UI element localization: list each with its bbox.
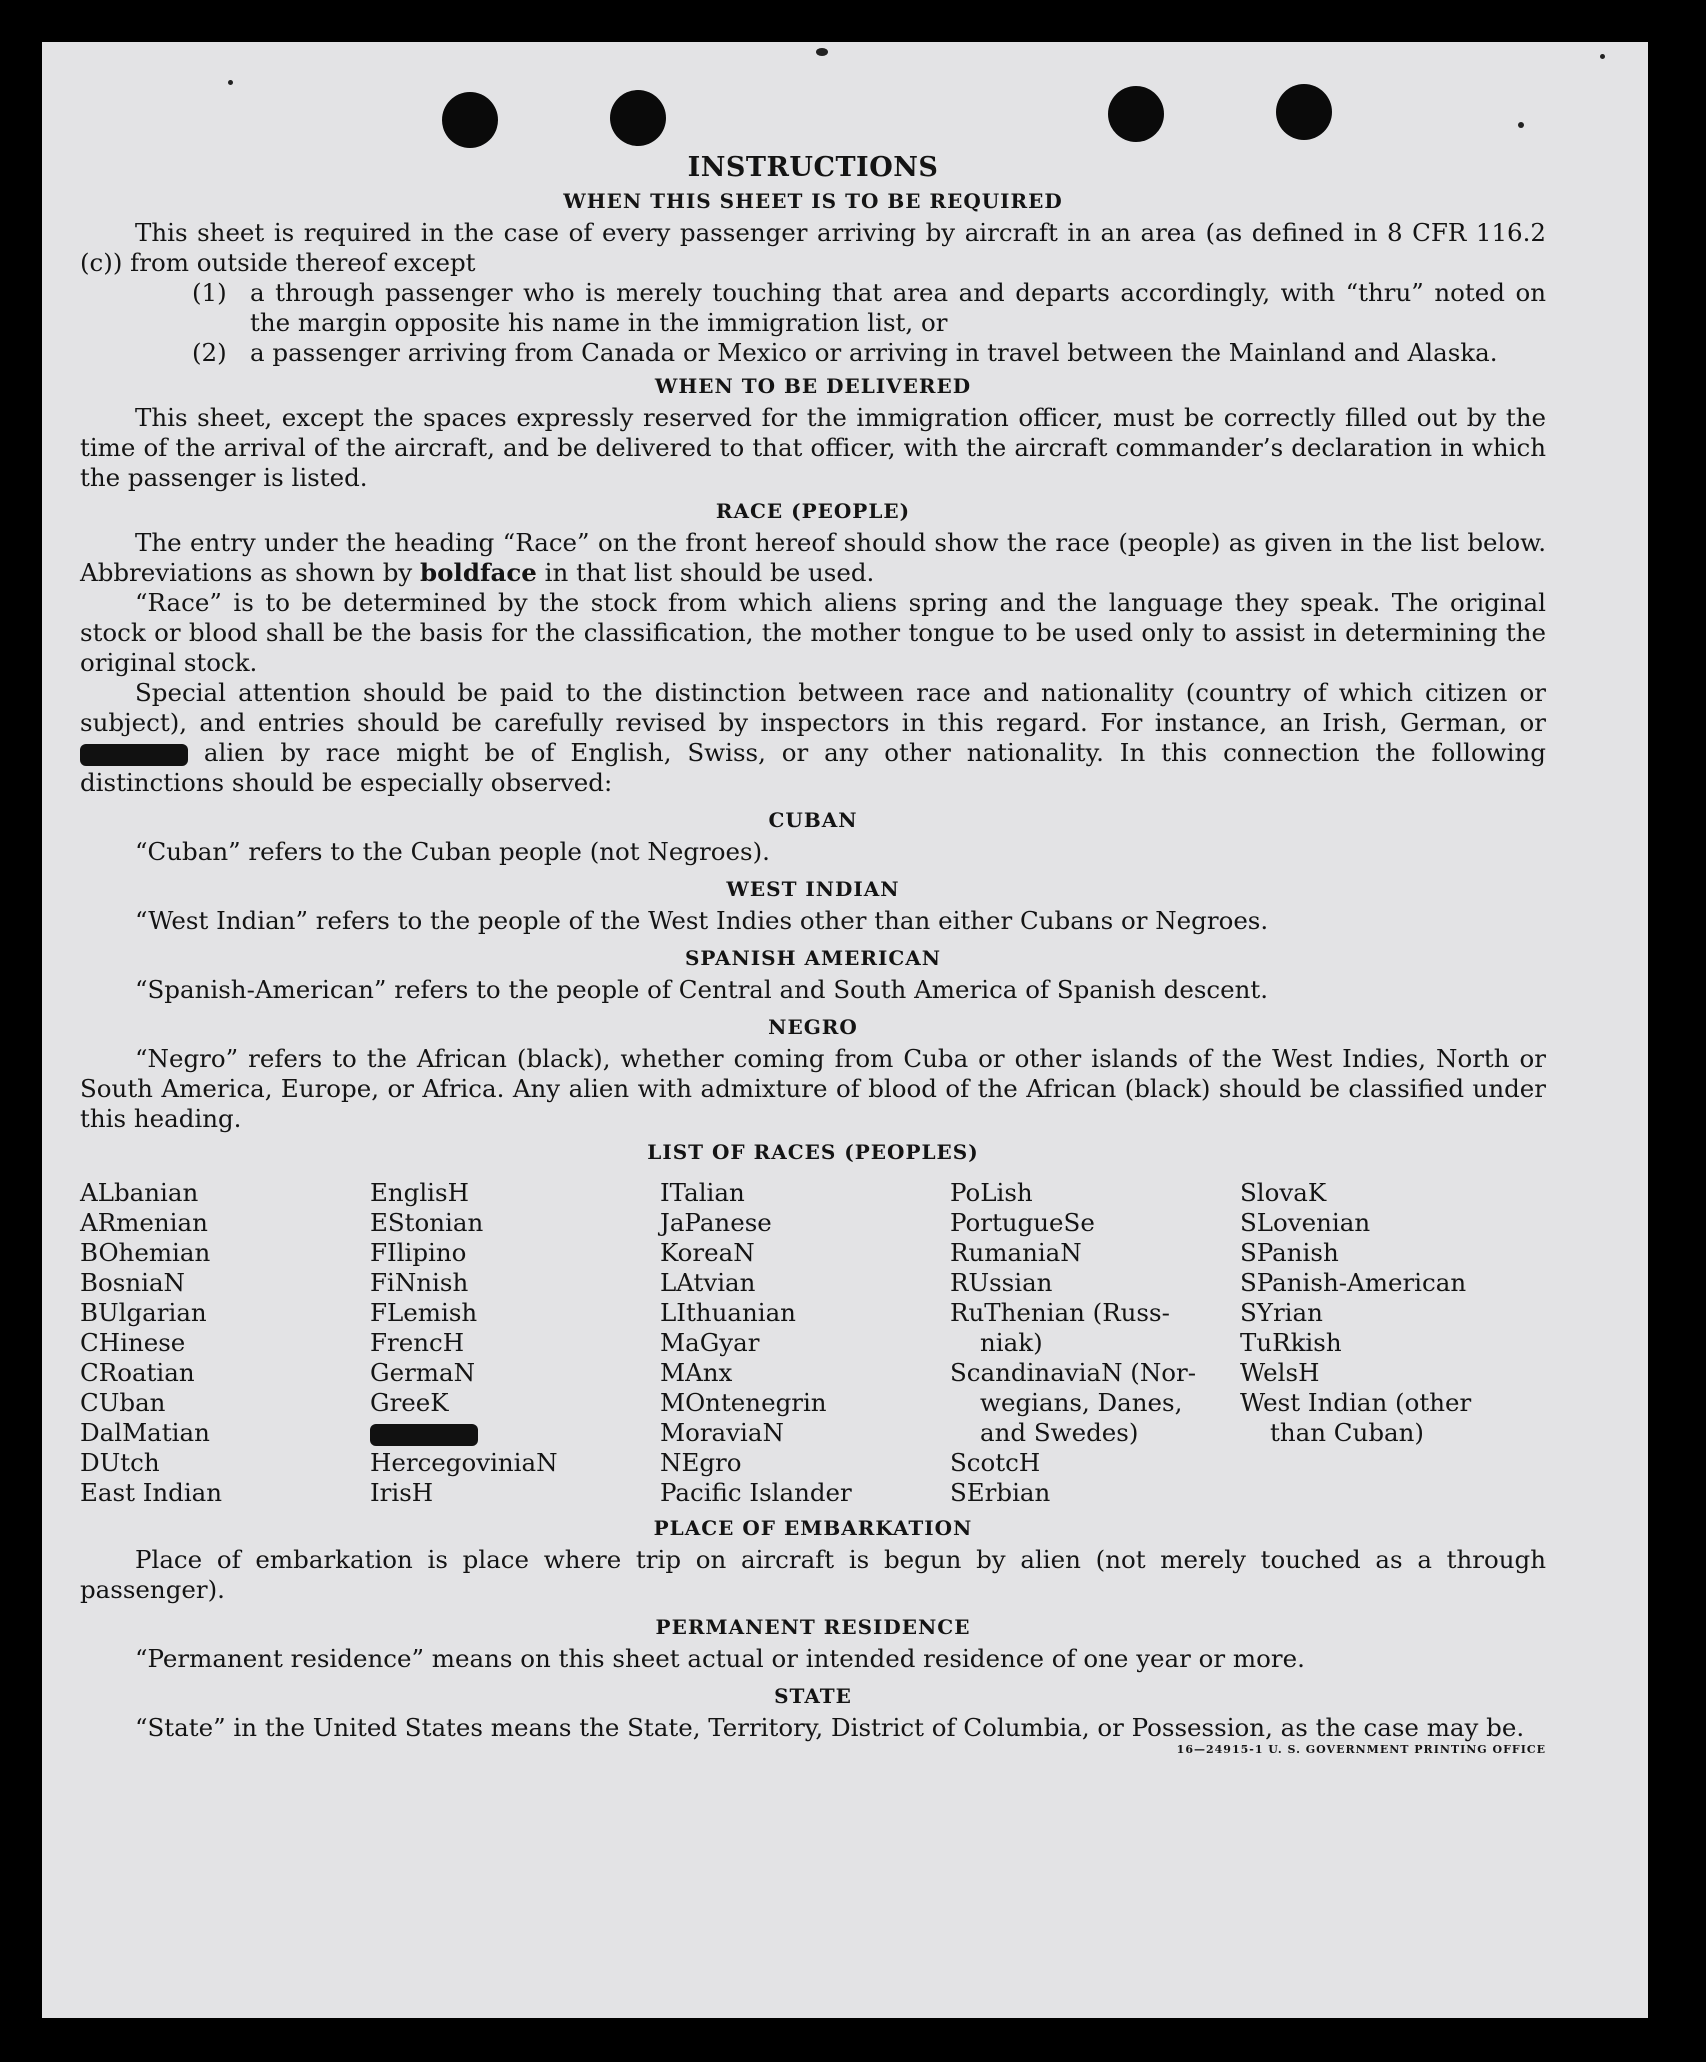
race-entry: HercegoviniaN <box>370 1448 558 1477</box>
race-entry: MOntenegrin <box>660 1388 827 1417</box>
footer <box>80 1743 1546 1760</box>
punch-hole-1 <box>442 92 498 148</box>
race-entry: RumaniaN <box>950 1238 1082 1267</box>
residence-text: “Permanent residence” means on this sheet actual or intended residence of one year or more. <box>135 1644 1305 1673</box>
exception-item-2 <box>80 338 1546 368</box>
race-column-4 <box>950 1178 1240 1508</box>
race-entry: CRoatian <box>80 1358 195 1387</box>
redacted-entry <box>370 1424 478 1446</box>
race-entry: RUssian <box>950 1268 1053 1297</box>
race-entry: ScandinaviaN (Nor- <box>950 1358 1197 1387</box>
state-text: “State” in the United States means the State, Territory, District of Columbia, or Possession, as the case may be. <box>135 1713 1525 1742</box>
race-entry: IrisH <box>370 1478 434 1507</box>
west-indian-text: “West Indian” refers to the people of the West Indies other than either Cubans or Negroes. <box>135 906 1269 935</box>
spanish-american-heading: SPANISH AMERICAN <box>684 946 942 970</box>
race-entry: ARmenian <box>80 1208 208 1237</box>
race-entry: ITalian <box>660 1178 745 1207</box>
dust-speck <box>1518 122 1524 128</box>
race-entry: FLemish <box>370 1298 478 1327</box>
page-title: INSTRUCTIONS <box>687 152 939 183</box>
race-column-2 <box>370 1178 660 1508</box>
exception-item-1 <box>80 278 1546 338</box>
dust-speck <box>816 48 828 56</box>
race-entry: MoraviaN <box>660 1418 784 1447</box>
race-entry-continued: niak) <box>980 1328 1043 1357</box>
exception-text: a passenger arriving from Canada or Mexico or arriving in travel between the Mainland and Alaska. <box>250 338 1498 367</box>
punch-hole-4 <box>1276 84 1332 140</box>
residence-heading: PERMANENT RESIDENCE <box>655 1615 971 1639</box>
negro-text: “Negro” refers to the African (black), whether coming from Cuba or other islands of the West Indies, North or South America, Europe, or Africa. Any alien with admixture of blood of the African (black) should be classified under this heading. <box>80 1044 1546 1133</box>
race-entry: PortugueSe <box>950 1208 1095 1237</box>
spanish-american-section <box>80 946 1546 1005</box>
race-entry: SYrian <box>1240 1298 1323 1327</box>
embarkation-text: Place of embarkation is place where trip on aircraft is begun by alien (not merely touched as a through passenger). <box>80 1545 1546 1604</box>
race-entry: MAnx <box>660 1358 733 1387</box>
race-entry: ALbanian <box>80 1178 199 1207</box>
race-entry: PoLish <box>950 1178 1033 1207</box>
state-section <box>80 1684 1546 1760</box>
race-entry: FrencH <box>370 1328 465 1357</box>
race-entry: East Indian <box>80 1478 223 1507</box>
exception-text: a through passenger who is merely touching that area and departs accordingly, with “thru” noted on the margin opposite his name in the immigration list, or <box>250 278 1546 337</box>
printing-office-line: 16—24915-1 U. S. GOVERNMENT PRINTING OFFICE <box>1176 1743 1546 1756</box>
race-p3-start: Special attention should be paid to the distinction between race and nationality (country of which citizen or subject), and entries should be carefully revised by inspectors in this regard. For instance, an Irish, German, or <box>80 678 1546 737</box>
embarkation-heading: PLACE OF EMBARKATION <box>653 1516 973 1540</box>
race-entry: BUlgarian <box>80 1298 207 1327</box>
race-paragraph-1 <box>80 528 1546 588</box>
spanish-american-text: “Spanish-American” refers to the people of Central and South America of Spanish descent. <box>135 975 1269 1004</box>
west-indian-section <box>80 877 1546 936</box>
punch-hole-2 <box>610 90 666 146</box>
race-p3-end: alien by race might be of English, Swiss, or any other nationality. In this connection the following distinctions should be especially observed: <box>80 738 1546 797</box>
race-entry: KoreaN <box>660 1238 755 1267</box>
race-entry: DalMatian <box>80 1418 210 1447</box>
race-section <box>80 499 1546 798</box>
dust-speck <box>228 80 233 85</box>
race-entry: JaPanese <box>660 1208 772 1237</box>
race-entry: EStonian <box>370 1208 484 1237</box>
race-entry: FIlipino <box>370 1238 467 1267</box>
instructions-content <box>80 152 1546 1760</box>
race-entry: WelsH <box>1240 1358 1320 1387</box>
race-entry: CUban <box>80 1388 166 1417</box>
race-entry: BosniaN <box>80 1268 185 1297</box>
race-paragraph-2: “Race” is to be determined by the stock from which aliens spring and the language they speak. The original stock or blood shall be the basis for the classification, the mother tongue to be used only to assist in determining the original stock. <box>80 588 1546 677</box>
race-entry-continued: wegians, Danes, <box>980 1388 1183 1417</box>
exception-number: (1) <box>192 278 227 307</box>
race-entry: SPanish-American <box>1240 1268 1467 1297</box>
race-column-5 <box>1240 1178 1530 1508</box>
dust-speck <box>1600 54 1605 59</box>
race-entry: BOhemian <box>80 1238 211 1267</box>
race-entry: SErbian <box>950 1478 1051 1507</box>
race-entry: CHinese <box>80 1328 186 1357</box>
race-column-1 <box>80 1178 370 1508</box>
when-required-intro: This sheet is required in the case of every passenger arriving by aircraft in an area (as defined in 8 CFR 116.2 (c)) from outside thereof except <box>80 218 1546 277</box>
race-entry-redacted <box>370 1418 660 1448</box>
negro-section <box>80 1015 1546 1134</box>
race-entry: Pacific Islander <box>660 1478 852 1507</box>
negro-heading: NEGRO <box>768 1015 858 1039</box>
race-entry: LAtvian <box>660 1268 756 1297</box>
race-heading: RACE (PEOPLE) <box>715 499 911 523</box>
document-sheet <box>42 42 1648 2018</box>
when-required-heading: WHEN THIS SHEET IS TO BE REQUIRED <box>563 189 1063 213</box>
when-delivered-section <box>80 374 1546 493</box>
embarkation-section <box>80 1516 1546 1605</box>
race-entry: NEgro <box>660 1448 742 1477</box>
when-delivered-text: This sheet, except the spaces expressly reserved for the immigration officer, must be correctly filled out by the time of the arrival of the aircraft, and be delivered to that officer, with the aircraft commander’s declaration in which the passenger is listed. <box>80 403 1546 492</box>
race-entry-continued: than Cuban) <box>1270 1418 1424 1447</box>
race-list <box>80 1178 1546 1508</box>
race-entry: FiNnish <box>370 1268 469 1297</box>
race-entry: GreeK <box>370 1388 449 1417</box>
race-entry: LIthuanian <box>660 1298 796 1327</box>
race-entry: SlovaK <box>1240 1178 1327 1207</box>
punch-hole-3 <box>1108 86 1164 142</box>
state-heading: STATE <box>774 1684 852 1708</box>
when-delivered-heading: WHEN TO BE DELIVERED <box>654 374 972 398</box>
cuban-heading: CUBAN <box>768 808 858 832</box>
residence-section <box>80 1615 1546 1674</box>
race-p1-end: in that list should be used. <box>536 558 875 587</box>
race-entry-continued: and Swedes) <box>980 1418 1139 1447</box>
race-entry: GermaN <box>370 1358 476 1387</box>
race-entry: TuRkish <box>1240 1328 1342 1357</box>
when-required-section <box>80 189 1546 368</box>
race-entry: SPanish <box>1240 1238 1339 1267</box>
cuban-section <box>80 808 1546 867</box>
race-entry: DUtch <box>80 1448 160 1477</box>
race-entry: SLovenian <box>1240 1208 1371 1237</box>
west-indian-heading: WEST INDIAN <box>726 877 900 901</box>
race-entry: MaGyar <box>660 1328 760 1357</box>
race-paragraph-3 <box>80 678 1546 798</box>
cuban-text: “Cuban” refers to the Cuban people (not Negroes). <box>135 837 770 866</box>
race-entry: EnglisH <box>370 1178 469 1207</box>
race-p1-start: The entry under the heading “Race” on the front hereof should show the race (people) as given in the list below. Abbreviations as shown by <box>80 528 1546 587</box>
exception-number: (2) <box>192 338 227 367</box>
race-entry: RuThenian (Russ- <box>950 1298 1170 1327</box>
race-list-heading: LIST OF RACES (PEOPLES) <box>647 1140 979 1164</box>
race-entry: ScotcH <box>950 1448 1041 1477</box>
race-entry: West Indian (other <box>1240 1388 1472 1417</box>
boldface-word: boldface <box>420 558 537 587</box>
redacted-word <box>80 744 188 766</box>
race-column-3 <box>660 1178 950 1508</box>
